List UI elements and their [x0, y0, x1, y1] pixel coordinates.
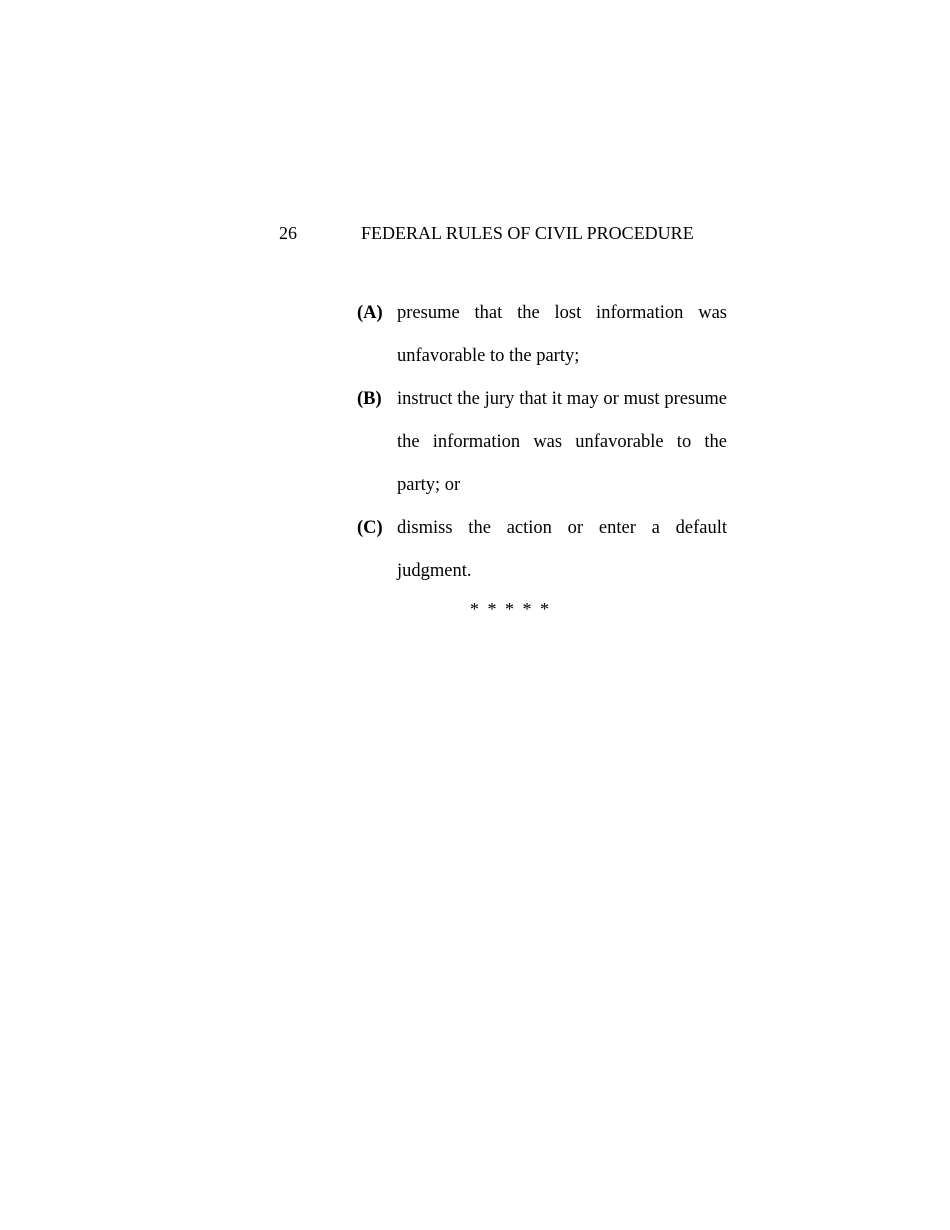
- subparagraph-label: (C): [357, 518, 383, 538]
- subparagraph-c: [357, 507, 727, 593]
- running-title: FEDERAL RULES OF CIVIL PROCEDURE: [361, 223, 694, 243]
- subparagraph-text: presume that the lost information was unfavorable to the party;: [397, 303, 727, 366]
- page-number: 26: [279, 223, 297, 243]
- subparagraph-text: instruct the jury that it may or must presume the information was unfavorable to the party; or: [397, 389, 727, 495]
- subparagraph-a: [357, 292, 727, 378]
- subparagraph-label: (A): [357, 303, 383, 323]
- subparagraph-label: (B): [357, 389, 382, 409]
- subparagraph-b: [357, 378, 727, 507]
- subparagraph-list: [357, 292, 727, 593]
- subparagraph-text: dismiss the action or enter a default judgment.: [397, 518, 727, 581]
- omission-separator: * * * * *: [470, 599, 551, 619]
